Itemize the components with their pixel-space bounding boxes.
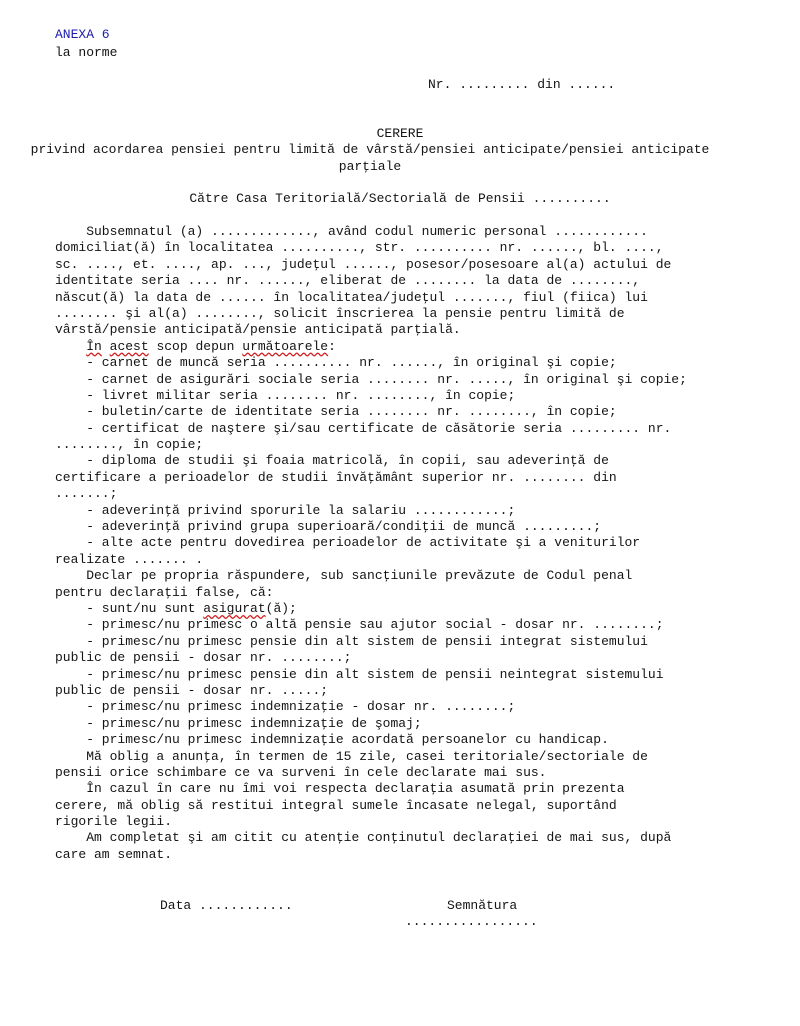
body-line: public de pensii - dosar nr. ........; [55,650,352,666]
body-line: În cazul în care nu îmi voi respecta declaraţia asumată prin prezenta [55,781,625,797]
body-line: domiciliat(ă) în localitatea .........., str. .......... nr. ......, bl. ...., [55,240,664,256]
signature-line: ................. [405,914,538,929]
body-line: certificare a perioadelor de studii învăţământ superior nr. ........ din [55,469,617,485]
body-line: sc. ...., et. ...., ap. ..., judeţul ......, posesor/posesoare al(a) actului de [55,256,672,272]
body-line: cerere, mă oblig să restitui integral sumele încasate nelegal, suportând [55,797,617,813]
document-subtitle: privind acordarea pensiei pentru limită de vârstă/pensiei anticipate/pensiei anticipate parţiale [30,142,710,174]
body-line: - adeverinţă privind grupa superioară/condiţii de muncă .........; [55,519,602,535]
body-line: Am completat şi am citit cu atenţie conţinutul declaraţiei de mai sus, după [55,830,672,846]
document-title: CERERE [376,126,424,141]
registration-number-line: Nr. ......... din ...... [428,77,616,92]
annex-subtitle: la norme [55,45,118,60]
body-line: - primesc/nu primesc pensie din alt sistem de pensii neintegrat sistemului [55,666,664,682]
body-line: ........, în copie; [55,437,204,453]
annex-title: ANEXA 6 [55,27,110,42]
body-line: - livret militar seria ........ nr. ........, în copie; [55,387,516,403]
body-line: - primesc/nu primesc o altă pensie sau ajutor social - dosar nr. ........; [55,617,664,633]
body-line: - adeverinţă privind sporurile la salariu ............; [55,502,516,518]
body-line: - diploma de studii şi foaia matricolă, în copii, sau adeverinţă de [55,453,609,469]
body-line: - sunt/nu sunt asigurat(ă); [55,600,297,616]
body-line: În acest scop depun următoarele: [86,338,336,354]
date-field: Data ............ [160,898,293,913]
body-line: Mă oblig a anunţa, în termen de 15 zile, casei teritoriale/sectoriale de [55,748,648,764]
addressee-line: Către Casa Teritorială/Sectorială de Pensii .......... [189,191,611,206]
body-line: - primesc/nu primesc indemnizaţie de şomaj; [55,715,422,731]
body-line: - alte acte pentru dovedirea perioadelor de activitate şi a veniturilor [55,535,641,551]
body-line: pensii orice schimbare ce va surveni în cele declarate mai sus. [55,764,547,780]
body-line: rigorile legii. [55,814,173,830]
body-line: - primesc/nu primesc indemnizaţie - dosar nr. ........; [55,699,516,715]
body-line: pentru declaraţii false, că: [55,584,274,600]
body-line: - buletin/carte de identitate seria ........ nr. ........, în copie; [55,404,617,420]
request-body [55,224,755,863]
body-line: vârstă/pensie anticipată/pensie anticipată parţială. [55,322,461,338]
body-line: public de pensii - dosar nr. .....; [55,682,329,698]
body-line: .......; [55,486,118,502]
body-line: - carnet de asigurări sociale seria ........ nr. ....., în original şi copie; [55,371,687,387]
body-line: Declar pe propria răspundere, sub sancţiunile prevăzute de Codul penal [55,568,633,584]
signature-label: Semnătura [447,898,518,913]
body-line: identitate seria .... nr. ......, eliberat de ........ la data de ........, [55,273,641,289]
body-line: născut(ă) la data de ...... în localitatea/judeţul ......., fiul (fiica) lui [55,289,648,305]
body-line: ........ şi al(a) ........, solicit înscrierea la pensie pentru limită de [55,305,625,321]
body-line: realizate ....... . [55,551,204,567]
body-line: care am semnat. [55,846,173,862]
body-line: - carnet de muncă seria .......... nr. ......, în original şi copie; [55,355,617,371]
body-line: - certificat de naştere şi/sau certificate de căsătorie seria ......... nr. [55,420,672,436]
body-line: - primesc/nu primesc indemnizaţie acordată persoanelor cu handicap. [55,732,609,748]
body-line: Subsemnatul (a) ............., având codul numeric personal ............ [55,224,648,239]
body-line: - primesc/nu primesc pensie din alt sistem de pensii integrat sistemului [55,633,648,649]
